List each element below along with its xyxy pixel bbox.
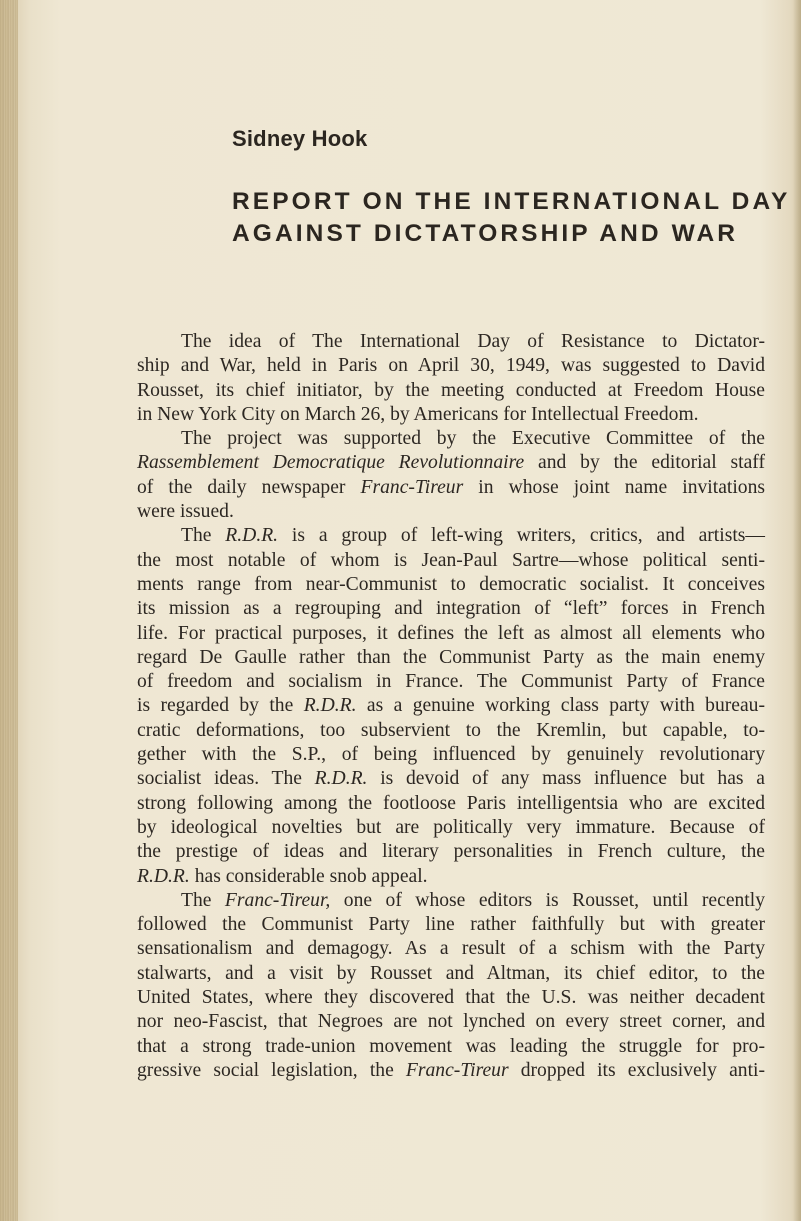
text-line: is regarded by the R.D.R. as a genuine working class party with bureau- bbox=[137, 695, 765, 717]
text-line: the prestige of ideas and literary personalities in French culture, the bbox=[137, 841, 765, 863]
text-line: United States, where they discovered that the U.S. was neither decadent bbox=[137, 987, 765, 1009]
text-line: stalwarts, and a visit by Rousset and Altman, its chief editor, to the bbox=[137, 962, 765, 984]
text-line: Rousset, its chief initiator, by the meeting conducted at Freedom House bbox=[137, 379, 765, 401]
text-line: ship and War, held in Paris on April 30, 1949, was suggested to David bbox=[137, 355, 765, 377]
text-line: Rassemblement Democratique Revolutionnaire and by the editorial staff bbox=[137, 452, 765, 474]
text-line: by ideological novelties but are politically very immature. Because of bbox=[137, 816, 765, 838]
article-title bbox=[232, 186, 791, 250]
text-line: sensationalism and demagogy. As a result of a schism with the Party bbox=[137, 938, 765, 960]
text-line: nor neo-Fascist, that Negroes are not lynched on every street corner, and bbox=[137, 1011, 765, 1033]
text-line: its mission as a regrouping and integration of “left” forces in French bbox=[137, 598, 765, 620]
text-line: The Franc-Tireur, one of whose editors is Rousset, until recently bbox=[181, 889, 765, 911]
text-line: regard De Gaulle rather than the Communist Party as the main enemy bbox=[137, 646, 765, 668]
text-line: gether with the S.P., of being influenced by genuinely revolutionary bbox=[137, 744, 765, 766]
text-line: life. For practical purposes, it defines the left as almost all elements who bbox=[137, 622, 765, 644]
text-line: cratic deformations, too subservient to the Kremlin, but capable, to- bbox=[137, 719, 765, 741]
text-line: were issued. bbox=[137, 501, 234, 523]
article-body bbox=[137, 330, 765, 1083]
page-edge-shadow bbox=[793, 0, 801, 1221]
author-name: Sidney Hook bbox=[232, 126, 368, 151]
title-line-1: REPORT ON THE INTERNATIONAL DAY bbox=[232, 188, 791, 215]
text-line: The project was supported by the Executive Committee of the bbox=[181, 428, 765, 450]
text-line: The idea of The International Day of Resistance to Dictator- bbox=[181, 331, 765, 352]
text-line: that a strong trade-union movement was leading the struggle for pro- bbox=[137, 1035, 765, 1057]
text-line: of freedom and socialism in France. The Communist Party of France bbox=[137, 671, 765, 693]
text-line: The R.D.R. is a group of left-wing writers, critics, and artists— bbox=[181, 525, 765, 547]
title-line-2: AGAINST DICTATORSHIP AND WAR bbox=[232, 220, 739, 247]
text-line: of the daily newspaper Franc-Tireur in whose joint name invitations bbox=[137, 476, 765, 498]
text-line: R.D.R. has considerable snob appeal. bbox=[137, 865, 428, 887]
text-line: followed the Communist Party line rather faithfully but with greater bbox=[137, 914, 765, 936]
text-line: strong following among the footloose Paris intelligentsia who are excited bbox=[137, 792, 765, 814]
text-line: gressive social legislation, the Franc-Tireur dropped its exclusively anti- bbox=[137, 1059, 765, 1081]
text-line: the most notable of whom is Jean-Paul Sartre—whose political senti- bbox=[137, 549, 765, 571]
text-line: ments range from near-Communist to democratic socialist. It conceives bbox=[137, 573, 765, 595]
text-line: in New York City on March 26, by Americans for Intellectual Freedom. bbox=[137, 403, 699, 425]
text-line: socialist ideas. The R.D.R. is devoid of any mass influence but has a bbox=[137, 768, 765, 790]
book-spine-shadow bbox=[0, 0, 18, 1221]
